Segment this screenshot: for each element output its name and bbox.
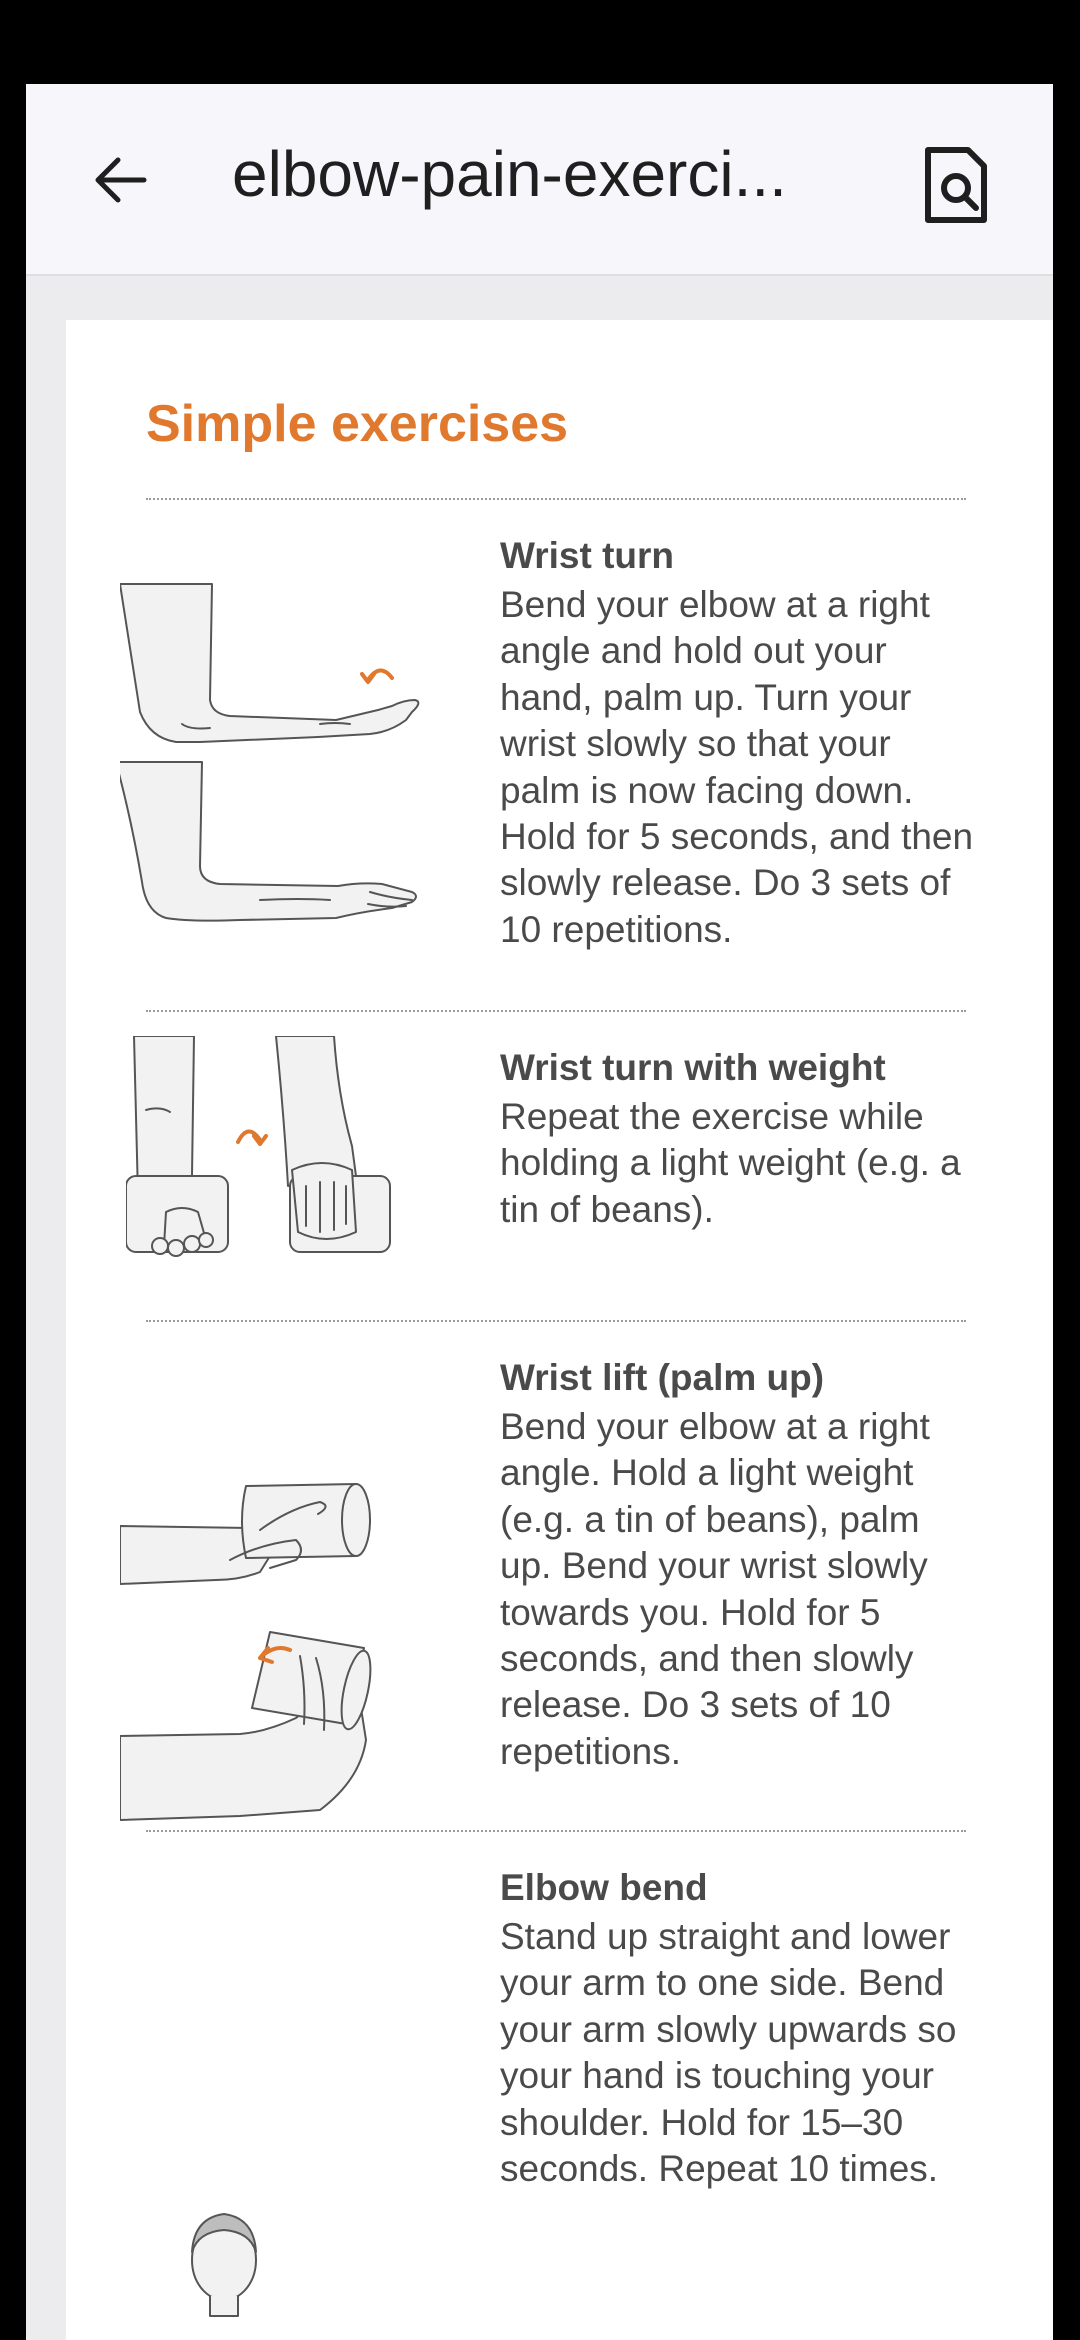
document-page bbox=[66, 320, 1053, 2340]
dotted-divider bbox=[146, 1320, 966, 1322]
search-document-icon bbox=[920, 144, 992, 226]
wrist-turn-with-weight-illustration bbox=[126, 1036, 446, 1268]
app-bar bbox=[26, 84, 1053, 276]
exercise-description: Stand up straight and lower your arm to one side. Bend your arm slowly upwards so your hand is touching your shoulder. Hold for 15–30 seconds. Repeat 10 times. bbox=[500, 1916, 957, 2190]
dotted-divider bbox=[146, 498, 966, 500]
screen bbox=[26, 84, 1053, 2340]
dotted-divider bbox=[146, 1830, 966, 1832]
exercise-description: Bend your elbow at a right angle and hold out your hand, palm up. Turn your wrist slowly so that your palm is now facing down. Hold for 5 seconds, and then slowly release. Do 3 sets of 10 repetitions. bbox=[500, 584, 974, 950]
dotted-divider bbox=[146, 1010, 966, 1012]
document-title: elbow-pain-exerci... bbox=[232, 138, 787, 210]
elbow-bend-illustration bbox=[122, 2188, 422, 2340]
exercise-description: Repeat the exercise while holding a light weight (e.g. a tin of beans). bbox=[500, 1096, 961, 1230]
wrist-turn-illustration bbox=[120, 582, 450, 934]
exercise-title: Elbow bend bbox=[500, 1867, 708, 1908]
exercise-description: Bend your elbow at a right angle. Hold a light weight (e.g. a tin of beans), palm up. Bend your wrist slowly towards you. Hold for 5 seconds, and then slowly release. Do 3 sets of 10 repetitions. bbox=[500, 1406, 930, 1772]
exercise-title: Wrist turn with weight bbox=[500, 1047, 886, 1088]
exercise-title: Wrist lift (palm up) bbox=[500, 1357, 825, 1398]
exercise-title: Wrist turn bbox=[500, 535, 675, 576]
section-heading: Simple exercises bbox=[146, 395, 569, 453]
arrow-left-icon bbox=[88, 148, 152, 212]
back-button[interactable] bbox=[88, 148, 152, 212]
wrist-lift-illustration bbox=[120, 1480, 390, 1844]
search-in-document-button[interactable] bbox=[920, 144, 992, 226]
